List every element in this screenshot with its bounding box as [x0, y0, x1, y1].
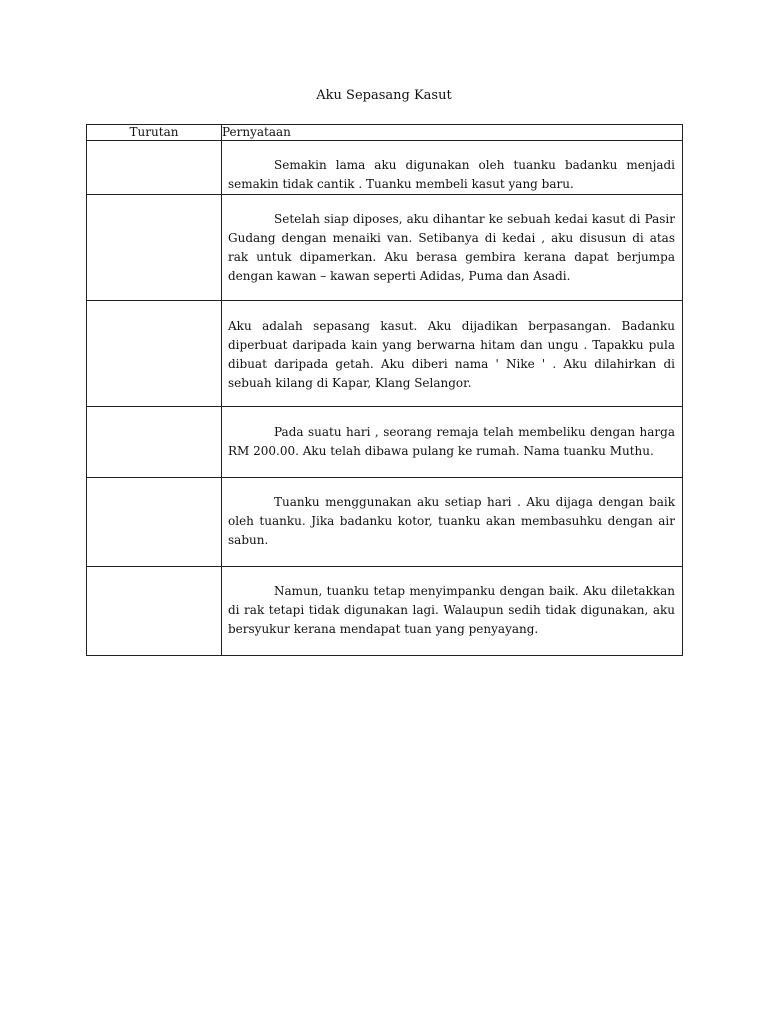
statement-text: Setelah siap diposes, aku dihantar ke sebuah kedai kasut di Pasir Gudang dengan menaiki van. Setibanya di kedai , aku disusun di atas rak untuk dipamerkan. Aku berasa gembira kerana dapat berjumpa dengan kawan – kawan seperti Adidas, Puma dan Asadi.	[228, 212, 675, 283]
order-cell[interactable]	[87, 478, 222, 567]
statement-text: Pada suatu hari , seorang remaja telah membeliku dengan harga RM 200.00. Aku telah dibawa pulang ke rumah. Nama tuanku Muthu.	[228, 425, 675, 458]
statement-text: Namun, tuanku tetap menyimpanku dengan baik. Aku diletakkan di rak tetapi tidak digunakan lagi. Walaupun sedih tidak digunakan, aku bersyukur kerana mendapat tuan yang penyayang.	[228, 584, 675, 636]
order-cell[interactable]	[87, 301, 222, 407]
order-cell[interactable]	[87, 195, 222, 301]
page-title: Aku Sepasang Kasut	[316, 88, 452, 103]
order-cell[interactable]	[87, 407, 222, 478]
statement-cell	[222, 407, 683, 478]
statement-text: Tuanku menggunakan aku setiap hari . Aku dijaga dengan baik oleh tuanku. Jika badanku kotor, tuanku akan membasuhku dengan air sabun.	[228, 495, 675, 547]
statement-cell	[222, 301, 683, 407]
order-cell[interactable]	[87, 141, 222, 195]
statement-cell	[222, 567, 683, 656]
order-cell[interactable]	[87, 567, 222, 656]
header-statement: Pernyataan	[222, 125, 683, 141]
statement-cell	[222, 478, 683, 567]
statement-text: Aku adalah sepasang kasut. Aku dijadikan berpasangan. Badanku diperbuat daripada kain yang berwarna hitam dan ungu . Tapakku pula dibuat daripada getah. Aku diberi nama ' Nike ' . Aku dilahirkan di sebuah kilang di Kapar, Klang Selangor.	[228, 319, 675, 390]
table-row	[87, 478, 683, 567]
table-row	[87, 407, 683, 478]
table-header-row	[87, 125, 683, 141]
statement-cell	[222, 195, 683, 301]
sequence-table	[86, 124, 683, 656]
table-row	[87, 567, 683, 656]
statement-cell	[222, 141, 683, 195]
table-row	[87, 301, 683, 407]
header-order: Turutan	[87, 125, 222, 141]
table-row	[87, 141, 683, 195]
statement-text: Semakin lama aku digunakan oleh tuanku badanku menjadi semakin tidak cantik . Tuanku membeli kasut yang baru.	[228, 158, 675, 191]
table-row	[87, 195, 683, 301]
